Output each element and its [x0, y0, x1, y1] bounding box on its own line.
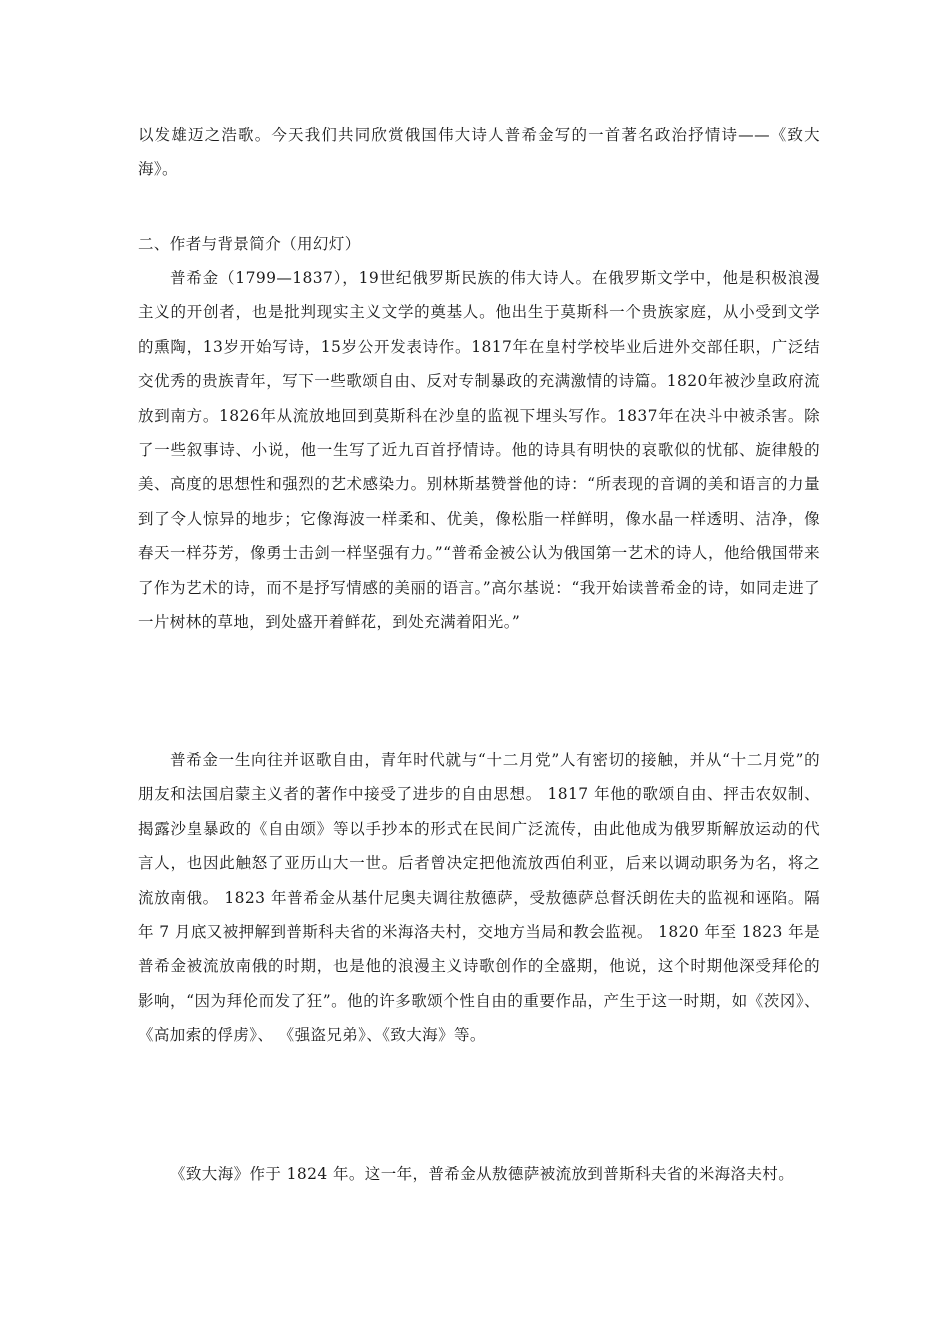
poem-context-paragraph: 《致大海》作于 1824 年。这一年，普希金从敖德萨被流放到普斯科夫省的米海洛夫村。 [170, 1165, 795, 1183]
intro-paragraph: 以发雄迈之浩歌。今天我们共同欣赏俄国伟大诗人普希金写的一首著名政治抒情诗——《致大海》。 [138, 126, 820, 179]
section-heading: 二、作者与背景简介（用幻灯） [138, 235, 361, 253]
background-paragraph: 普希金一生向往并讴歌自由，青年时代就与“十二月党”人有密切的接触，并从“十二月党”的朋友和法国启蒙主义者的著作中接受了进步的自由思想。 1817 年他的歌颂自由、抨击农奴制、揭露沙皇暴政的《自由颂》等以手抄本的形式在民间广泛流传，由此他成为俄罗斯解放运动的代言人，也因此触怒了亚历山大一世。后者曾决定把他流放西伯利亚，后来以调动职务为名，将之流放南俄。 1823 年普希金从基什尼奥夫调往敖德萨，受敖德萨总督沃朗佐夫的监视和诬陷。隔年 7 月底又被押解到普斯科夫省的米海洛夫村，交地方当局和教会监视。 1820 年至 1823 年是普希金被流放南俄的时期，也是他的浪漫主义诗歌创作的全盛期，他说，这个时期他深受拜伦的影响，“因为拜伦而发了狂”。他的许多歌颂个性自由的重要作品，产生于这一时期，如《茨冈》、 《高加索的俘虏》、 《强盗兄弟》、《致大海》等。 [138, 751, 820, 1045]
author-bio-paragraph: 普希金（1799—1837），19世纪俄罗斯民族的伟大诗人。在俄罗斯文学中，他是积极浪漫主义的开创者，也是批判现实主义文学的奠基人。他出生于莫斯科一个贵族家庭，从小受到文学的熏陶，13岁开始写诗，15岁公开发表诗作。1817年在皇村学校毕业后进外交部任职，广泛结交优秀的贵族青年，写下一些歌颂自由、反对专制暴政的充满激情的诗篇。1820年被沙皇政府流放到南方。1826年从流放地回到莫斯科在沙皇的监视下埋头写作。1837年在决斗中被杀害。除了一些叙事诗、小说，他一生写了近九百首抒情诗。他的诗具有明快的哀歌似的忧郁、旋律般的美、高度的思想性和强烈的艺术感染力。别林斯基赞誉他的诗：“所表现的音调的美和语言的力量到了令人惊异的地步；它像海波一样柔和、优美，像松脂一样鲜明，像水晶一样透明、洁净，像春天一样芬芳，像勇士击剑一样坚强有力。”“普希金被公认为俄国第一艺术的诗人，他给俄国带来了作为艺术的诗，而不是抒写情感的美丽的语言。”高尔基说：“我开始读普希金的诗，如同走进了一片树林的草地，到处盛开着鲜花，到处充满着阳光。” [138, 269, 820, 632]
